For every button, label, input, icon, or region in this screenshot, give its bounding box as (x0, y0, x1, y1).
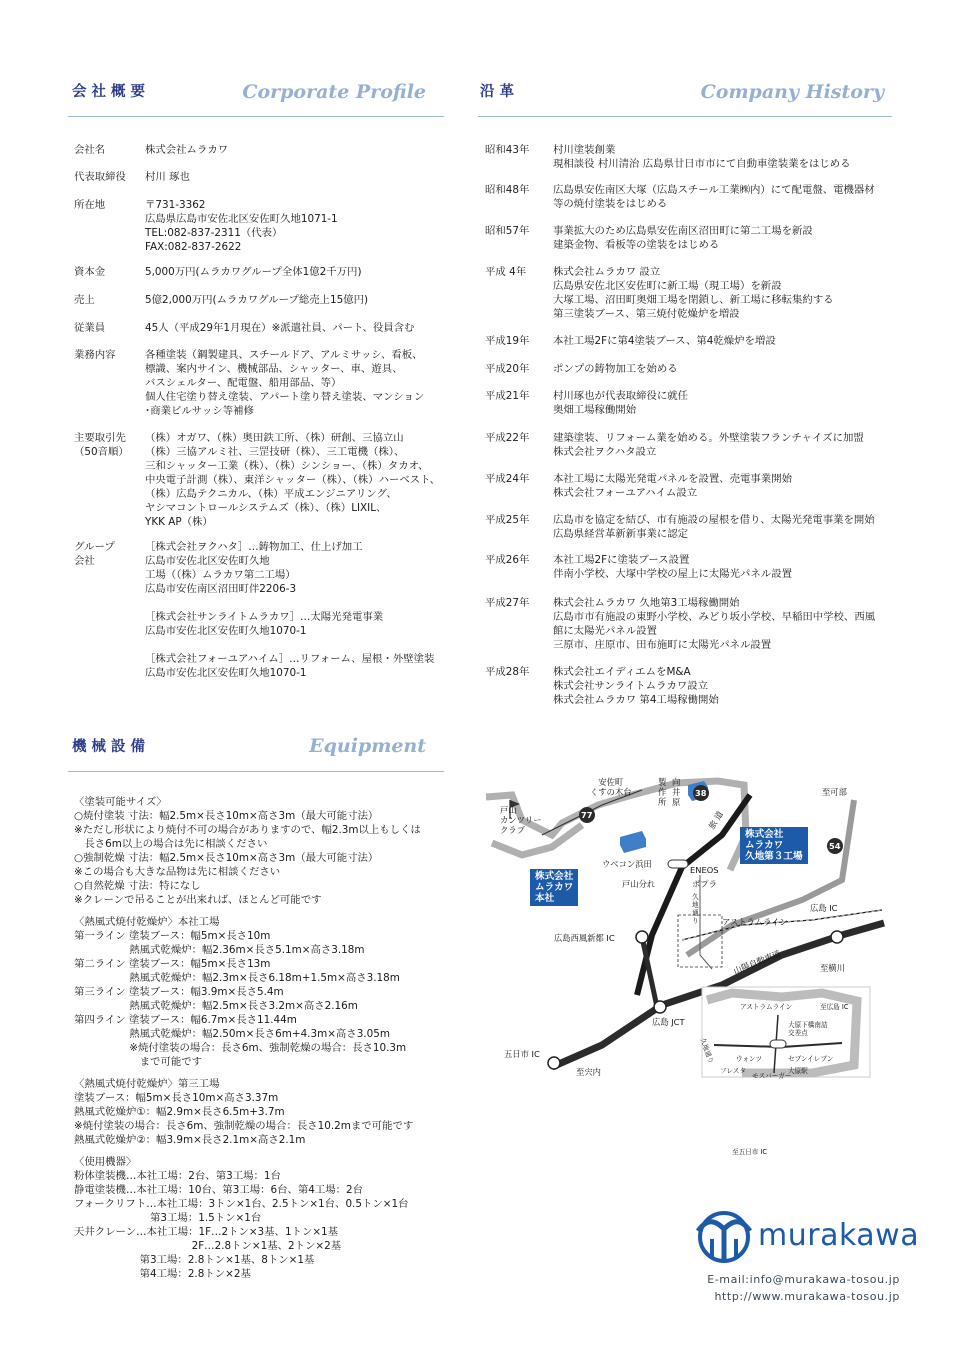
inset-seven: セブンイレブン (788, 1055, 834, 1063)
profile-value-line: バスシェルター、配電盤、船用部品、等） (145, 377, 342, 389)
equipment-line: ○強制乾燥 寸法：幅2.5m×長さ10m×高さ3m（最大可能寸法） (74, 852, 379, 864)
history-year: 平成20年 (485, 363, 530, 375)
history-event-line: 株式会社エイディエムをM&A (553, 666, 691, 678)
profile-label-text: 会社名 (74, 144, 106, 156)
inset-mos: モスバーガー (752, 1072, 792, 1080)
honsha-label: 株式会社 ムラカワ 本社 (530, 869, 578, 906)
equipment-line: 第3工場：1.5トン×1台 (74, 1212, 262, 1224)
equipment-line: 〈塗装可能サイズ〉 (74, 796, 167, 808)
history-event (553, 665, 719, 707)
history-year: 昭和57年 (485, 225, 530, 237)
profile-value-line: 各種塗装（鋼製建具、スチールドア、アルミサッシ、看板、 (145, 349, 423, 361)
history-title: 沿革 (480, 84, 519, 100)
profile-label (74, 348, 116, 362)
profile-value-line: 工場（（株）ムラカワ第二工場） (145, 569, 296, 581)
inset-oshimo: 大原下橋南詰 交差点 (788, 1021, 828, 1037)
equipment-rule (68, 771, 444, 772)
history-year: 平成27年 (485, 597, 530, 609)
profile-value-line: 三和シャッター工業（株）、（株）シンショー、（株）タカオ、 (145, 460, 429, 472)
history-event-line: 株式会社ムラカワ 設立 (553, 266, 661, 278)
profile-label-text: 主要取引先 (74, 432, 126, 444)
equipment-line: 熱風式乾燥炉②：幅3.9m×長さ2.1m×高さ2.1m (74, 1134, 306, 1146)
history-event (553, 334, 776, 348)
profile-value (145, 143, 228, 157)
profile-value (145, 348, 424, 418)
equipment-line: 粉体塗装機…本社工場：2台、第3工場：1台 (74, 1170, 281, 1182)
profile-value (145, 265, 362, 279)
equipment-line: 熱風式乾燥炉：幅2.3m×長さ6.18m+1.5m×高さ3.18m (74, 972, 400, 984)
map-label-seisakusho: 製 作 所 (658, 777, 667, 807)
map-label-toyamabun: 戸山分れ (622, 879, 656, 889)
map-label-asacho: 安佐町 くすの木台 (590, 777, 632, 797)
profile-value-line: FAX:082-837-2622 (145, 241, 242, 253)
profile-label (74, 265, 105, 279)
map-label-popura: ポプラ (692, 879, 717, 889)
jct-icon (654, 1001, 666, 1013)
profile-value-line: （株）オガワ、（株）奥田鉄工所、（株）研創、三協立山 (145, 432, 404, 444)
history-year: 平成21年 (485, 390, 530, 402)
profile-value-line: ヤシマコントロールシステムズ（株）、（株）LIXIL、 (145, 502, 387, 514)
history-event-line: 奥畑工場稼働開始 (553, 404, 637, 416)
profile-label (74, 431, 129, 459)
profile-value-line: 標識、案内サイン、機械部品、シャッター、車、遊具、 (145, 363, 403, 375)
history-event (553, 183, 875, 211)
profile-value-line: TEL:082-837-2311（代表） (145, 227, 283, 239)
equipment-line: 〈使用機器〉 (74, 1156, 137, 1168)
factory3-label: 株式会社 ムラカワ 久地第３工場 (740, 827, 808, 864)
history-event-line: 館に太陽光パネル設置 (553, 625, 657, 637)
equipment-title-en: Equipment (309, 735, 426, 757)
profile-value-line: 中央電子計測（株）、東洋シャッター（株）、（株）ハーベスト、 (145, 474, 440, 486)
profile-label-text: （50音順） (74, 446, 129, 458)
equipment-line: 塗装ブース：幅5m×長さ10m×高さ3.37m (74, 1092, 279, 1104)
history-event-line: 建築塗装、リフォーム業を始める。外壁塗装フランチャイズに加盟 (553, 432, 864, 444)
profile-value-line: 広島市安佐北区安佐町久地1070-1 (145, 625, 307, 637)
equipment-line: ○焼付塗装 寸法：幅2.5m×長さ10m×高さ3m（最大可能寸法） (74, 810, 379, 822)
equipment-line: 〈熱風式焼付乾燥炉〉第三工場 (74, 1078, 220, 1090)
murakawa-logo (694, 1207, 754, 1267)
profile-label-text: グループ (74, 541, 115, 553)
equipment-line: 第三ライン 塗装ブース：幅3.9m×長さ5.4m (74, 986, 284, 998)
map-label-uvecon: ウベコン浜田 (602, 859, 652, 869)
history-event (553, 389, 688, 417)
equipment-title: 機械設備 (72, 739, 150, 755)
profile-label (74, 293, 95, 307)
profile-value (145, 170, 190, 184)
route-77-number: 77 (581, 810, 593, 820)
history-event (553, 224, 813, 252)
profile-value (145, 321, 414, 335)
history-event-line: 建築金物、看板等の塗装をはじめる (553, 239, 720, 251)
equipment-line: 熱風式乾燥炉：幅2.5m×長さ3.2m×高さ2.16m (74, 1000, 358, 1012)
profile-value-line: ［株式会社ヲクハタ］…鋳物加工、仕上げ加工 (145, 541, 363, 553)
history-event-line: 広島県経営革新新事業に認定 (553, 528, 689, 540)
history-event-line: 現相談役 村川清治 広島県廿日市市にて自動車塗装業をはじめる (553, 158, 851, 170)
history-event-line: 広島市市有施設の東野小学校、みどり坂小学校、早稲田中学校、西風 (553, 611, 876, 623)
equipment-line: 第一ライン 塗装ブース：幅5m×長さ10m (74, 930, 271, 942)
map-label-sanyo: 山陽自動車道 (731, 948, 782, 976)
profile-value (145, 540, 434, 680)
history-event-line: 村川塗装創業 (553, 144, 616, 156)
history-event-line: 広島市を協定を結び、市有施設の屋根を借り、太陽光発電事業を開始 (553, 514, 875, 526)
logo-icon (694, 1207, 754, 1267)
history-event-line: 第三塗装ブース、第三焼付乾燥炉を増設 (553, 308, 740, 320)
profile-rule (68, 116, 444, 117)
history-event (553, 596, 875, 652)
intersection-marker (668, 860, 688, 868)
equipment-line: ※ただし形状により焼付不可の場合がありますので、幅2.3m以上もしくは (74, 824, 421, 836)
profile-title: 会社概要 (72, 84, 150, 100)
equipment-line (74, 1147, 421, 1155)
profile-label-text: 代表取締役 (74, 171, 126, 183)
history-event-line: 大塚工場、沼田町奥畑工場を閉鎖し、新工場に移転集約する (553, 294, 834, 306)
hiroshima-ic-icon (831, 931, 843, 943)
history-event (553, 513, 875, 541)
access-map (482, 775, 892, 1080)
nishifu-ic-icon (636, 931, 648, 943)
history-event-line: 伴南小学校、大塚中学校の屋上に太陽光パネル設置 (553, 568, 792, 580)
map-label-course: 戸山 カンツリー クラブ (500, 805, 542, 835)
history-title-en: Company History (700, 81, 884, 103)
inset-ohara-st: 大原駅 (788, 1067, 808, 1075)
map-label-eneos: ENEOS (690, 865, 719, 875)
map-label-to-hatsukaichi: 至宍内 (576, 1067, 601, 1077)
history-event (553, 553, 792, 581)
profile-value-line (145, 596, 434, 610)
profile-title-en: Corporate Profile (242, 81, 426, 103)
profile-value-line: ･商業ビルサッシ等補修 (145, 405, 254, 417)
history-event (553, 265, 834, 321)
equipment-line (74, 1069, 421, 1077)
profile-value-line: 広島市安佐北区安佐町久地1070-1 (145, 667, 307, 679)
profile-label-text: 会社 (74, 555, 95, 567)
equipment-line: 第二ライン 塗装ブース：幅5m×長さ13m (74, 958, 271, 970)
history-event-line: 三原市、庄原市、田布施町に太陽光パネル設置 (553, 639, 772, 651)
profile-value-line: 村川 琢也 (145, 171, 190, 183)
history-year: 平成26年 (485, 554, 530, 566)
profile-value-line: 広島県広島市安佐北区安佐町久地1071-1 (145, 213, 338, 225)
profile-label (74, 198, 105, 212)
map-kuchi-road (700, 875, 712, 969)
history-event-line: 株式会社ヲクハタ設立 (553, 446, 657, 458)
inset-kuchi: 久地通り (698, 1037, 716, 1065)
map-drawing (482, 775, 892, 1080)
profile-label-text: 業務内容 (74, 349, 116, 361)
equipment-line: 静電塗装機…本社工場：10台、第3工場：6台、第4工場：2台 (74, 1184, 364, 1196)
history-year: 昭和43年 (485, 144, 530, 156)
history-event (553, 362, 678, 376)
profile-value-line: ［株式会社サンライトムラカワ］…太陽光発電事業 (145, 611, 384, 623)
route-38-number: 38 (695, 788, 707, 798)
history-year: 平成 4年 (485, 266, 527, 278)
map-label-to-kabe: 至可部 (822, 787, 847, 797)
map-label-jct: 広島 JCT (652, 1017, 685, 1027)
history-year: 平成28年 (485, 666, 530, 678)
brand-name: murakawa (758, 1218, 920, 1253)
profile-value-line: 株式会社ムラカワ (145, 144, 229, 156)
equipment-line: ○自然乾燥 寸法：特になし (74, 880, 201, 892)
map-label-itsukaichi-ic: 五日市 IC (504, 1049, 540, 1059)
history-year: 平成19年 (485, 335, 530, 347)
equipment-line (74, 907, 421, 915)
history-event-line: ポンプの鋳物加工を始める (553, 363, 678, 375)
history-event-line: 株式会社サンライトムラカワ設立 (553, 680, 709, 692)
map-label-hiroshima-ic: 広島 IC (810, 903, 838, 913)
route-54-number: 54 (829, 841, 841, 851)
history-event-line: 本社工場2Fに塗装ブース設置 (553, 554, 690, 566)
profile-value-line: 5,000万円(ムラカワグループ全体1億2千万円) (145, 266, 362, 278)
profile-label-text: 資本金 (74, 266, 106, 278)
history-year: 昭和48年 (485, 184, 530, 196)
profile-value-line: 広島市安佐南区沼田町伴2206-3 (145, 583, 297, 595)
profile-value-line: YKK AP（株） (145, 516, 213, 528)
profile-label (74, 540, 115, 568)
inset-to-itsukaichi-label: 至五日市 IC (732, 1148, 768, 1156)
profile-label-text: 売上 (74, 294, 95, 306)
equipment-line: 熱風式乾燥炉：幅2.36m×長さ5.1m×高さ3.18m (74, 944, 365, 956)
profile-value-line (145, 638, 434, 652)
map-label-kuchi: 久 地 通 り (692, 893, 699, 925)
equipment-line: ※クレーンで吊ることが出来れば、ほとんど可能です (74, 894, 322, 906)
profile-value (145, 198, 338, 254)
equipment-line: 2F…2.8トン×1基、2トン×2基 (74, 1240, 342, 1252)
honsha-building-icon (620, 831, 646, 853)
equipment-line: 第四ライン 塗装ブース：幅6.7m×長さ11.44m (74, 1014, 297, 1026)
profile-label (74, 321, 105, 335)
profile-label (74, 143, 105, 157)
history-year: 平成24年 (485, 473, 530, 485)
profile-value-line: 5億2,000万円(ムラカワグループ総売上15億円) (145, 294, 369, 306)
history-event-line: 村川琢也が代表取締役に就任 (553, 390, 689, 402)
history-rule (478, 116, 892, 117)
history-event-line: 広島県安佐北区安佐町に新工場（現工場）を新設 (553, 280, 782, 292)
equipment-line: フォークリフト…本社工場：3トン×1台、2.5トン×1台、0.5トン×1台 (74, 1198, 409, 1210)
equipment-line: ※焼付塗装の場合：長さ6m、強制乾燥の場合：長さ10.3m (74, 1042, 407, 1054)
history-event-line: 株式会社ムラカワ 第4工場稼働開始 (553, 694, 719, 706)
map-label-nishifu-ic: 広島西風新都 IC (554, 933, 615, 943)
history-event-line: 株式会社フォーユアハイム設立 (553, 487, 698, 499)
equipment-line: 熱風式乾燥炉：幅2.50m×長さ6m+4.3m×高さ3.05m (74, 1028, 390, 1040)
history-event-line: 本社工場に太陽光発電パネルを設置、売電事業開始 (553, 473, 792, 485)
profile-value-line: 45人（平成29年1月現在）※派遣社員、パート、役員含む (145, 322, 415, 334)
inset-astram: アストラムライン (740, 1003, 793, 1011)
profile-value-line: （株）広島テクニカル、（株）平成エンジニアリング、 (145, 488, 397, 500)
history-year: 平成22年 (485, 432, 530, 444)
profile-value-line: 〒731-3362 (145, 199, 206, 211)
history-event (553, 143, 851, 171)
equipment-line: 〈熱風式焼付乾燥炉〉本社工場 (74, 916, 220, 928)
history-event-line: 株式会社ムラカワ 久地第3工場稼働開始 (553, 597, 740, 609)
profile-label-text: 従業員 (74, 322, 106, 334)
history-event (553, 472, 792, 500)
equipment-list (74, 795, 421, 1281)
equipment-line: ※この場合も大きな品物は先に相談ください (74, 866, 281, 878)
history-event-line: 本社工場2Fに第4塗装ブース、第4乾燥炉を増設 (553, 335, 776, 347)
inset-to-hiroshima-ic: 至広島 IC (820, 1003, 849, 1011)
equipment-line: まで可能です (74, 1056, 202, 1068)
contact-email[interactable]: E-mail:info@murakawa-tosou.jp (707, 1273, 900, 1286)
equipment-line: 長さ6m以上の場合は先に相談ください (74, 838, 268, 850)
map-label-mukaihara: 向 井 原 (672, 777, 681, 807)
profile-value-line: 個人住宅塗り替え塗装、アパート塗り替え塗装、マンション (145, 391, 425, 403)
profile-value (145, 431, 440, 529)
history-year: 平成25年 (485, 514, 530, 526)
equipment-line: 天井クレーン…本社工場：1F…2トン×3基、1トン×1基 (74, 1226, 339, 1238)
map-label-astram: アストラムライン (722, 917, 788, 927)
map-label-route-kabe: 旅 道 (706, 809, 725, 831)
history-event-line: 等の焼付塗装をはじめる (553, 198, 668, 210)
equipment-line: 熱風式乾燥炉①：幅2.9m×長さ6.5m+3.7m (74, 1106, 285, 1118)
profile-label-text: 所在地 (74, 199, 106, 211)
inset-wonder: ウォンツ (736, 1055, 763, 1063)
equipment-line: 第3工場：2.8トン×1基、8トン×1基 (74, 1254, 315, 1266)
profile-value-line: （株）三協アルミ社、三罡技研（株）、三工電機（株）、 (145, 446, 405, 458)
inset-fresta: フレスタ (720, 1067, 746, 1075)
contact-url[interactable]: http://www.murakawa-tosou.jp (714, 1290, 900, 1303)
profile-label (74, 170, 126, 184)
history-event-line: 広島県安佐南区大塚（広島スチール工業㈱内）にて配電盤、電機器材 (553, 184, 875, 196)
profile-value-line: 広島市安佐北区安佐町久地 (145, 555, 270, 567)
itsukaichi-ic-icon (548, 1057, 560, 1069)
profile-value (145, 293, 368, 307)
equipment-line: ※焼付塗装の場合：長さ6m、強制乾燥の場合：長さ10.2mまで可能です (74, 1120, 414, 1132)
history-event-line: 事業拡大のため広島県安佐南区沼田町に第二工場を新設 (553, 225, 813, 237)
profile-value-line: ［株式会社フォーユアハイム］…リフォーム、屋根・外壁塗装 (145, 653, 435, 665)
equipment-line: 第4工場：2.8トン×2基 (74, 1268, 251, 1280)
history-event (553, 431, 864, 459)
map-label-to-kuwagawa: 至横川 (820, 963, 845, 973)
